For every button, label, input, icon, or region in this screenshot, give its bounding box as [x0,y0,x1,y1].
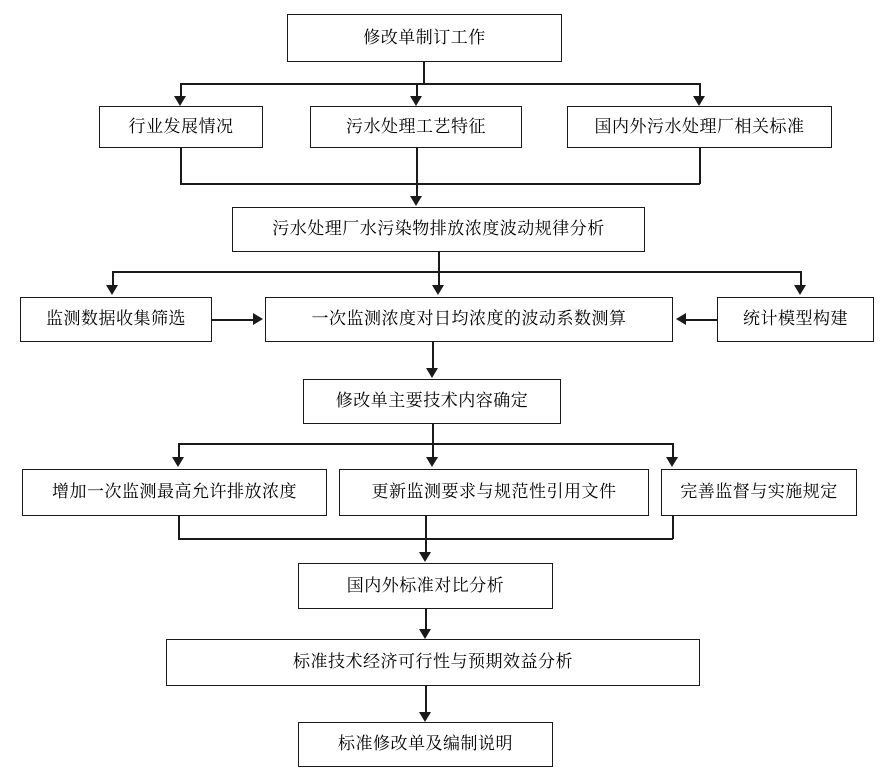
edge-n13-n14 [425,609,427,629]
edge-n14-n15 [425,686,427,712]
edge-n6-n7 [212,319,253,321]
node-n9: 修改单主要技术内容确定 [303,379,561,424]
edge-n9-n10-drop [178,443,180,457]
arrow-n9-n12 [666,457,678,467]
edge-n12-down [672,516,674,539]
edge-n5-n8-drop [800,271,802,285]
node-n1: 修改单制订工作 [287,14,562,62]
arrow-n1-n3 [410,96,422,106]
edge-n5-down [438,252,440,272]
edge-n9-n11-drop [432,443,434,457]
node-n7: 一次监测浓度对日均浓度的波动系数测算 [265,297,673,342]
edge-n9-down [432,424,434,444]
node-n10: 增加一次监测最高允许排放浓度 [22,469,327,516]
edge-n2-down [180,148,182,184]
arrow-n5-n6 [106,285,118,295]
edge-n1-down [423,62,425,84]
node-n11: 更新监测要求与规范性引用文件 [339,469,649,516]
node-n8: 统计模型构建 [717,297,874,342]
edge-n1-n3-drop [416,83,418,96]
node-n5: 污水处理厂水污染物排放浓度波动规律分析 [232,207,645,252]
node-n14: 标准技术经济可行性与预期效益分析 [166,639,700,686]
edge-n7-n9 [432,342,434,368]
arrow-n9-n10 [172,457,184,467]
arrow-bus-n13 [419,552,431,562]
edge-n5-n6-drop [112,271,114,285]
edge-n10-down [178,516,180,539]
arrow-n8-n7 [676,313,686,325]
arrow-n5-n8 [794,285,806,295]
edge-n5-bus [112,271,802,273]
edge-n9-bus [178,443,673,445]
edge-n9-n12-drop [672,443,674,457]
edge-n8-n7 [686,319,717,321]
node-n12: 完善监督与实施规定 [661,469,857,516]
edge-n1-n4-drop [699,83,701,96]
arrow-n6-n7 [253,313,263,325]
node-n15: 标准修改单及编制说明 [298,722,553,767]
arrow-n7-n9 [426,368,438,378]
node-n2: 行业发展情况 [99,106,263,148]
edge-n3-down [416,148,418,196]
node-n3: 污水处理工艺特征 [310,106,522,148]
arrow-n5-n7 [432,285,444,295]
node-n13: 国内外标准对比分析 [298,563,553,609]
arrow-n14-n15 [419,712,431,722]
edge-merge-bus [180,183,700,185]
arrow-n1-n4 [693,96,705,106]
edge-n4-down [699,148,701,184]
arrow-n13-n14 [419,629,431,639]
node-n4: 国内外污水处理厂相关标准 [567,106,832,148]
edge-n1-n2-drop [180,83,182,96]
edge-n11-down [425,516,427,552]
edge-n1-bus [180,83,700,85]
arrow-n1-n2 [174,96,186,106]
node-n6: 监测数据收集筛选 [20,297,212,342]
arrow-n9-n11 [426,457,438,467]
arrow-merge-n5 [410,196,422,206]
edge-n5-n7-drop [438,271,440,285]
